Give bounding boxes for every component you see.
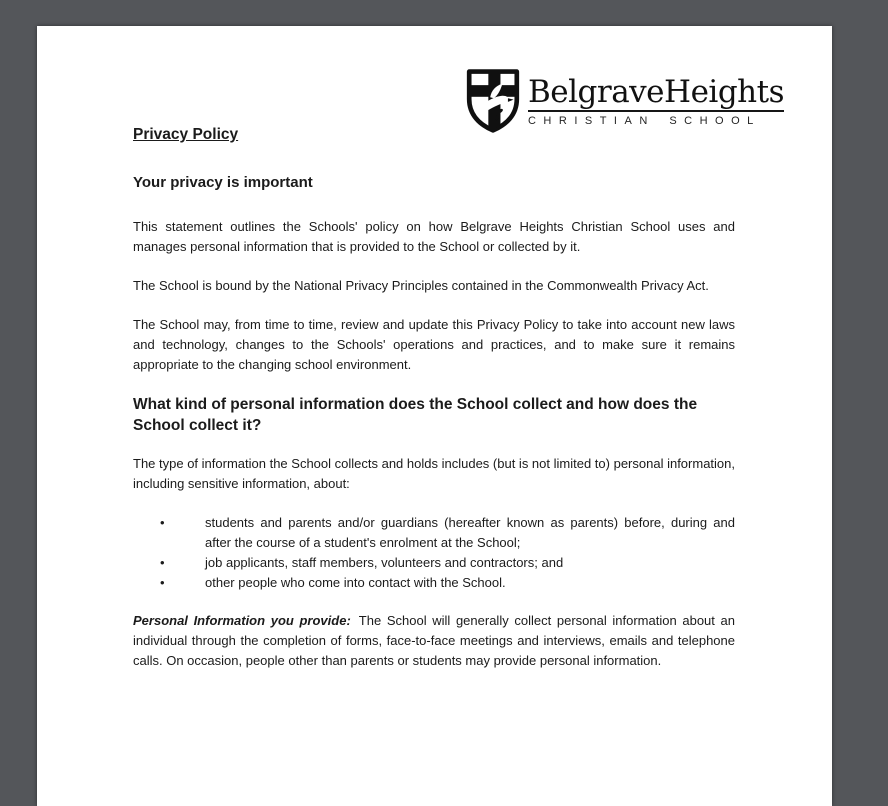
list-item	[133, 513, 735, 553]
personal-info-lead: Personal Information you provide:	[133, 613, 351, 628]
subheading-your-privacy: Your privacy is important	[133, 174, 313, 191]
logo-wordmark: BelgraveHeights	[527, 73, 784, 110]
bullet-icon: •	[160, 515, 165, 530]
bullet-list	[133, 513, 735, 593]
paragraph-policy-review: The School may, from time to time, review and update this Privacy Policy to take into account new laws and technology, changes to the Schools' operations and practices, and to make sure it remains appropriate to the changing school environment.	[133, 317, 735, 372]
bullet-icon: •	[160, 555, 165, 570]
paragraph-statement-outline: This statement outlines the Schools' policy on how Belgrave Heights Christian School uses and manages personal information that is provided to the School or collected by it.	[133, 219, 735, 254]
paragraph-collection-intro: The type of information the School collects and holds includes (but is not limited to) personal information, including sensitive information, about:	[133, 456, 735, 491]
list-item-text: students and parents and/or guardians (hereafter known as parents) before, during and after the course of a student's enrolment at the School;	[205, 515, 735, 550]
document-title: Privacy Policy	[133, 126, 239, 143]
section-heading-collection: What kind of personal information does the School collect and how does the School collect it?	[133, 396, 698, 434]
paragraph-privacy-principles: The School is bound by the National Privacy Principles contained in the Commonwealth Privacy Act.	[133, 278, 709, 293]
list-item	[133, 573, 735, 593]
list-item-text: other people who come into contact with the School.	[205, 575, 506, 590]
paragraph-personal-info-provide	[133, 611, 735, 671]
document-content	[37, 26, 832, 730]
list-item-text: job applicants, staff members, volunteers and contractors; and	[205, 555, 564, 570]
logo-subtitle: CHRISTIAN SCHOOL	[527, 114, 761, 127]
document-page	[37, 26, 832, 806]
bullet-icon: •	[160, 575, 165, 590]
personal-info-text: The School will generally collect personal information about an individual through the completion of forms, face-to-face meetings and interviews, emails and telephone calls. On occasion, people other than parents or students may provide personal information.	[133, 613, 736, 668]
list-item	[133, 553, 735, 573]
